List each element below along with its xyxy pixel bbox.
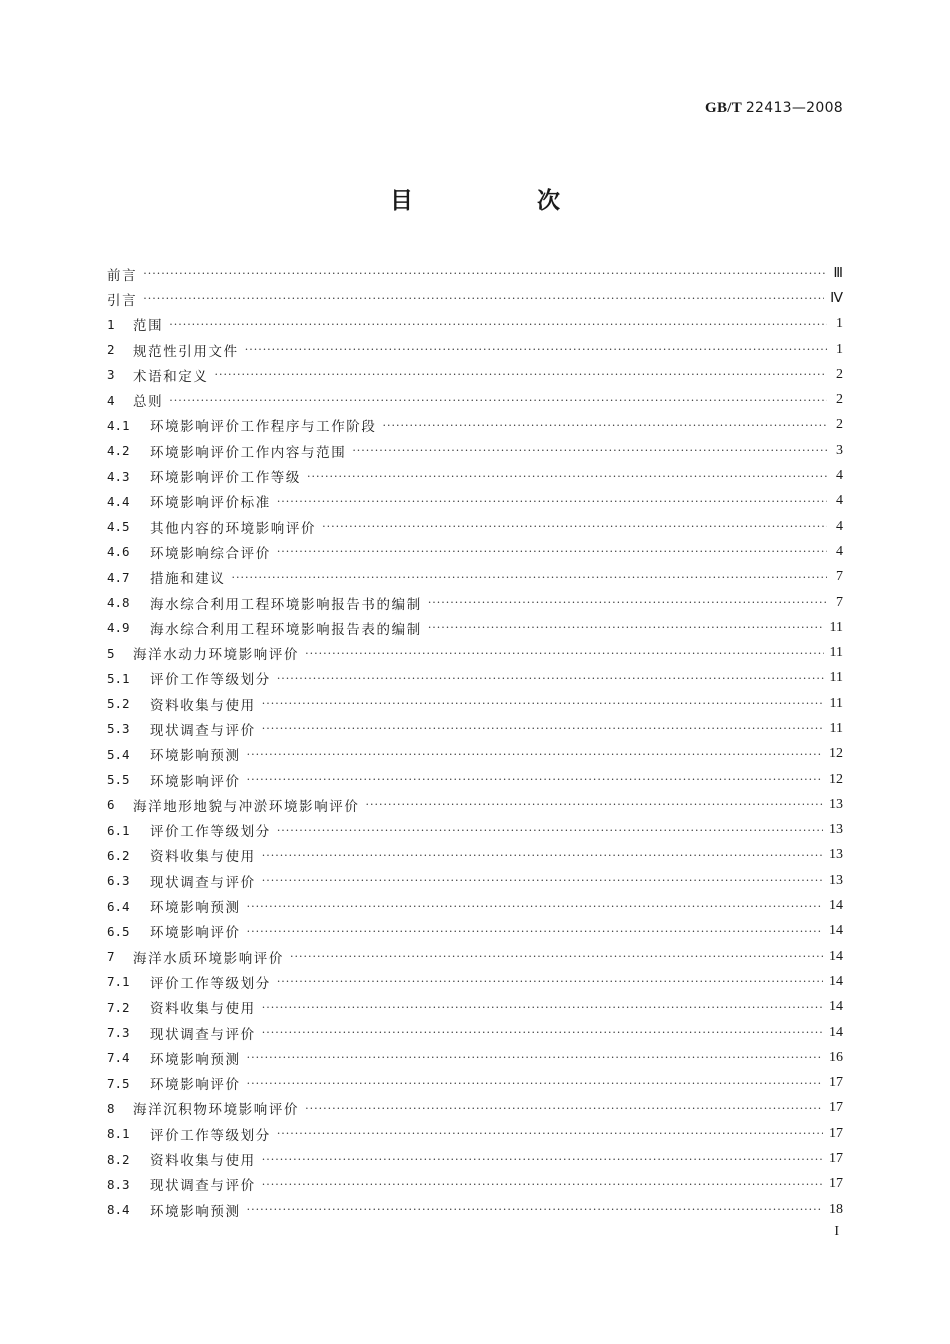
toc-entry-number: 4.1 [107,417,130,433]
toc-entry-label: 现状调查与评价 [150,1026,256,1043]
toc-entry[interactable] [107,969,843,994]
toc-entry[interactable] [107,489,843,514]
dot-leader [277,824,823,837]
dot-leader [428,596,827,609]
toc-entry-number: 5.3 [107,721,130,737]
toc-entry[interactable] [107,666,843,691]
toc-entry-page: 13 [829,872,843,888]
toc-entry-number: 8 [107,1100,115,1116]
toc-entry-page: 14 [829,999,843,1015]
toc-entry-label: 海洋水动力环境影响评价 [133,647,300,664]
toc-entry-label: 规范性引用文件 [133,343,239,360]
toc-entry-page: 11 [829,619,843,635]
dot-leader [262,874,823,887]
toc-entry-page: 2 [836,366,843,382]
table-of-contents [107,261,843,1222]
toc-entry[interactable] [107,716,843,741]
toc-entry[interactable] [107,1197,843,1222]
dot-leader [247,773,823,786]
toc-entry-label: 范围 [133,318,164,335]
toc-entry-page: 4 [836,493,843,509]
toc-entry-number: 4.7 [107,569,130,585]
toc-entry[interactable] [107,1146,843,1171]
toc-entry-label: 措施和建议 [150,571,226,588]
toc-entry-label: 海水综合利用工程环境影响报告表的编制 [150,621,422,638]
toc-entry[interactable] [107,514,843,539]
toc-entry-number: 8.3 [107,1176,130,1192]
toc-entry-number: 8.2 [107,1151,130,1167]
dot-leader [143,292,824,305]
toc-entry-label: 引言 [107,292,138,309]
toc-entry[interactable] [107,337,843,362]
toc-entry-label: 资料收集与使用 [150,697,256,714]
toc-entry[interactable] [107,1020,843,1045]
toc-entry[interactable] [107,261,843,286]
dot-leader [262,1178,823,1191]
toc-entry-label: 其他内容的环境影响评价 [150,520,317,537]
toc-entry-number: 4 [107,392,115,408]
toc-entry[interactable] [107,362,843,387]
toc-entry-label: 总则 [133,394,164,411]
dot-leader [366,798,824,811]
toc-entry-page: 11 [829,670,843,686]
dot-leader [262,697,824,710]
standard-code [705,100,843,117]
toc-entry[interactable] [107,413,843,438]
dot-leader [305,647,823,660]
dot-leader [277,672,824,685]
toc-entry[interactable] [107,640,843,665]
toc-entry-number: 4.9 [107,620,130,636]
toc-entry-number: 5.4 [107,746,130,762]
toc-entry-page: 17 [829,1075,843,1091]
dot-leader [247,1051,823,1064]
standard-prefix: GB/T [704,100,742,116]
toc-entry-page: 14 [829,973,843,989]
toc-entry-label: 现状调查与评价 [150,874,256,891]
dot-leader [277,975,823,988]
toc-entry-label: 资料收集与使用 [150,1001,256,1018]
dot-leader [322,520,827,533]
dot-leader [277,495,827,508]
toc-entry-label: 环境影响评价标准 [150,495,271,512]
toc-entry-number: 3 [107,367,115,383]
dot-leader [383,419,828,432]
standard-number: 22413—2008 [745,100,843,116]
dot-leader [262,849,823,862]
toc-entry-page: 18 [829,1201,843,1217]
toc-entry[interactable] [107,387,843,412]
toc-entry-number: 4.8 [107,595,130,610]
dot-leader [262,1153,823,1166]
dot-leader [262,1026,823,1039]
toc-entry-label: 资料收集与使用 [150,1153,256,1170]
toc-entry-page: 17 [829,1100,843,1116]
dot-leader [277,1127,823,1140]
toc-entry[interactable] [107,463,843,488]
toc-entry-label: 环境影响评价工作等级 [150,470,301,487]
dot-leader [247,925,823,938]
dot-leader [247,900,823,913]
toc-entry-number: 4.3 [107,468,130,484]
toc-entry-page: 4 [836,468,843,484]
toc-entry-label: 环境影响评价工作程序与工作阶段 [150,419,377,436]
toc-entry-label: 评价工作等级划分 [150,975,271,992]
toc-entry-page: 1 [836,316,843,332]
dot-leader [247,1203,823,1216]
dot-leader [247,748,823,761]
toc-entry-page: 11 [829,720,843,736]
toc-entry-page: 4 [836,543,843,559]
toc-entry-number: 8.4 [107,1202,130,1218]
toc-entry[interactable] [107,1045,843,1070]
toc-entry[interactable] [107,1121,843,1146]
toc-entry-page: 2 [836,392,843,408]
toc-entry[interactable] [107,1096,843,1121]
toc-entry[interactable] [107,590,843,615]
toc-entry-page: Ⅲ [833,266,843,282]
toc-entry-page: 13 [829,796,843,812]
dot-leader [245,343,827,356]
toc-entry-number: 7 [107,949,115,965]
toc-entry[interactable] [107,944,843,969]
toc-entry[interactable] [107,868,843,893]
toc-entry-label: 环境影响预测 [150,748,241,765]
dot-leader [232,571,828,584]
toc-entry-page: 7 [836,594,843,610]
toc-entry-page: 17 [829,1125,843,1141]
toc-entry-page: 4 [836,518,843,534]
toc-entry-page: 13 [829,847,843,863]
toc-entry-label: 环境影响预测 [150,1051,241,1068]
toc-entry-page: 16 [829,1049,843,1065]
page-number: I [834,1224,839,1239]
toc-entry[interactable] [107,312,843,337]
toc-entry-number: 5 [107,645,115,661]
toc-entry[interactable] [107,1071,843,1096]
toc-entry-label: 资料收集与使用 [150,849,256,866]
toc-entry-number: 4.4 [107,493,130,509]
dot-leader [307,470,827,483]
toc-entry-number: 6.1 [107,822,130,838]
toc-entry-page: 13 [829,822,843,838]
toc-entry-label: 环境影响预测 [150,1203,241,1220]
toc-entry-page: 11 [829,645,843,661]
toc-entry[interactable] [107,615,843,640]
toc-entry[interactable] [107,995,843,1020]
toc-entry-label: 海水综合利用工程环境影响报告书的编制 [150,596,422,613]
dot-leader [169,318,827,331]
toc-entry-number: 7.1 [107,974,130,990]
toc-entry-page: 1 [836,341,843,357]
toc-entry-number: 6.5 [107,923,130,939]
toc-entry[interactable] [107,1172,843,1197]
toc-entry-page: 12 [829,771,843,787]
toc-entry-page: 3 [836,442,843,458]
toc-entry-label: 现状调查与评价 [150,722,256,739]
toc-entry-number: 5.2 [107,696,130,712]
toc-entry-page: 17 [829,1176,843,1192]
toc-entry-label: 现状调查与评价 [150,1178,256,1195]
toc-entry-label: 环境影响评价 [150,925,241,942]
toc-entry-number: 6.4 [107,898,130,914]
toc-entry-number: 7.4 [107,1050,130,1066]
toc-entry[interactable] [107,286,843,311]
dot-leader [247,1077,823,1090]
dot-leader [277,545,827,558]
toc-entry-label: 环境影响评价 [150,773,241,790]
toc-entry-label: 环境影响综合评价 [150,545,271,562]
toc-entry-label: 环境影响预测 [150,900,241,917]
dot-leader [215,368,828,381]
toc-entry-number: 1 [107,316,115,332]
toc-entry[interactable] [107,919,843,944]
toc-entry-number: 7.5 [107,1075,130,1091]
toc-entry-page: 14 [829,1024,843,1040]
toc-entry-page: 14 [829,923,843,939]
page-title: 目 次 [389,188,618,214]
dot-leader [290,950,823,963]
toc-entry-label: 评价工作等级划分 [150,1127,271,1144]
toc-entry-page: 12 [829,746,843,762]
toc-entry-number: 4.2 [107,443,130,459]
toc-entry-page: 11 [829,695,843,711]
toc-entry-page: 2 [836,417,843,433]
dot-leader [352,444,827,457]
toc-entry-number: 5.5 [107,772,130,788]
toc-entry[interactable] [107,742,843,767]
toc-entry-page: 17 [829,1151,843,1167]
toc-entry[interactable] [107,565,843,590]
toc-entry[interactable] [107,438,843,463]
toc-entry[interactable] [107,792,843,817]
toc-entry-label: 评价工作等级划分 [150,672,271,689]
toc-entry-number: 7.2 [107,999,130,1015]
dot-leader [305,1102,823,1115]
toc-entry-number: 4.6 [107,544,130,560]
toc-entry-page: 14 [829,898,843,914]
toc-entry-number: 2 [107,342,115,358]
toc-entry[interactable] [107,539,843,564]
toc-entry-page: Ⅳ [830,291,843,307]
toc-entry-label: 术语和定义 [133,368,209,385]
toc-entry-number: 8.1 [107,1126,130,1142]
toc-entry-label: 海洋沉积物环境影响评价 [133,1102,300,1119]
toc-entry-number: 5.1 [107,670,130,686]
toc-entry[interactable] [107,893,843,918]
toc-entry[interactable] [107,843,843,868]
toc-entry-label: 环境影响评价 [150,1077,241,1094]
toc-entry-number: 6.2 [107,847,130,863]
dot-leader [262,1001,823,1014]
dot-leader [262,722,824,735]
toc-entry-page: 7 [836,569,843,585]
toc-entry-number: 6.3 [107,873,130,889]
toc-entry-number: 6 [107,797,115,813]
toc-entry[interactable] [107,767,843,792]
toc-entry-number: 4.5 [107,519,130,535]
toc-entry-page: 14 [829,948,843,964]
toc-entry-label: 前言 [107,267,138,284]
dot-leader [143,267,827,280]
toc-entry[interactable] [107,818,843,843]
toc-entry-label: 海洋水质环境影响评价 [133,950,284,967]
toc-entry-label: 环境影响评价工作内容与范围 [150,444,347,461]
toc-entry-label: 评价工作等级划分 [150,824,271,841]
toc-entry-label: 海洋地形地貌与冲淤环境影响评价 [133,798,360,815]
toc-entry-number: 7.3 [107,1025,130,1041]
dot-leader [169,394,827,407]
toc-entry[interactable] [107,691,843,716]
dot-leader [428,621,824,634]
